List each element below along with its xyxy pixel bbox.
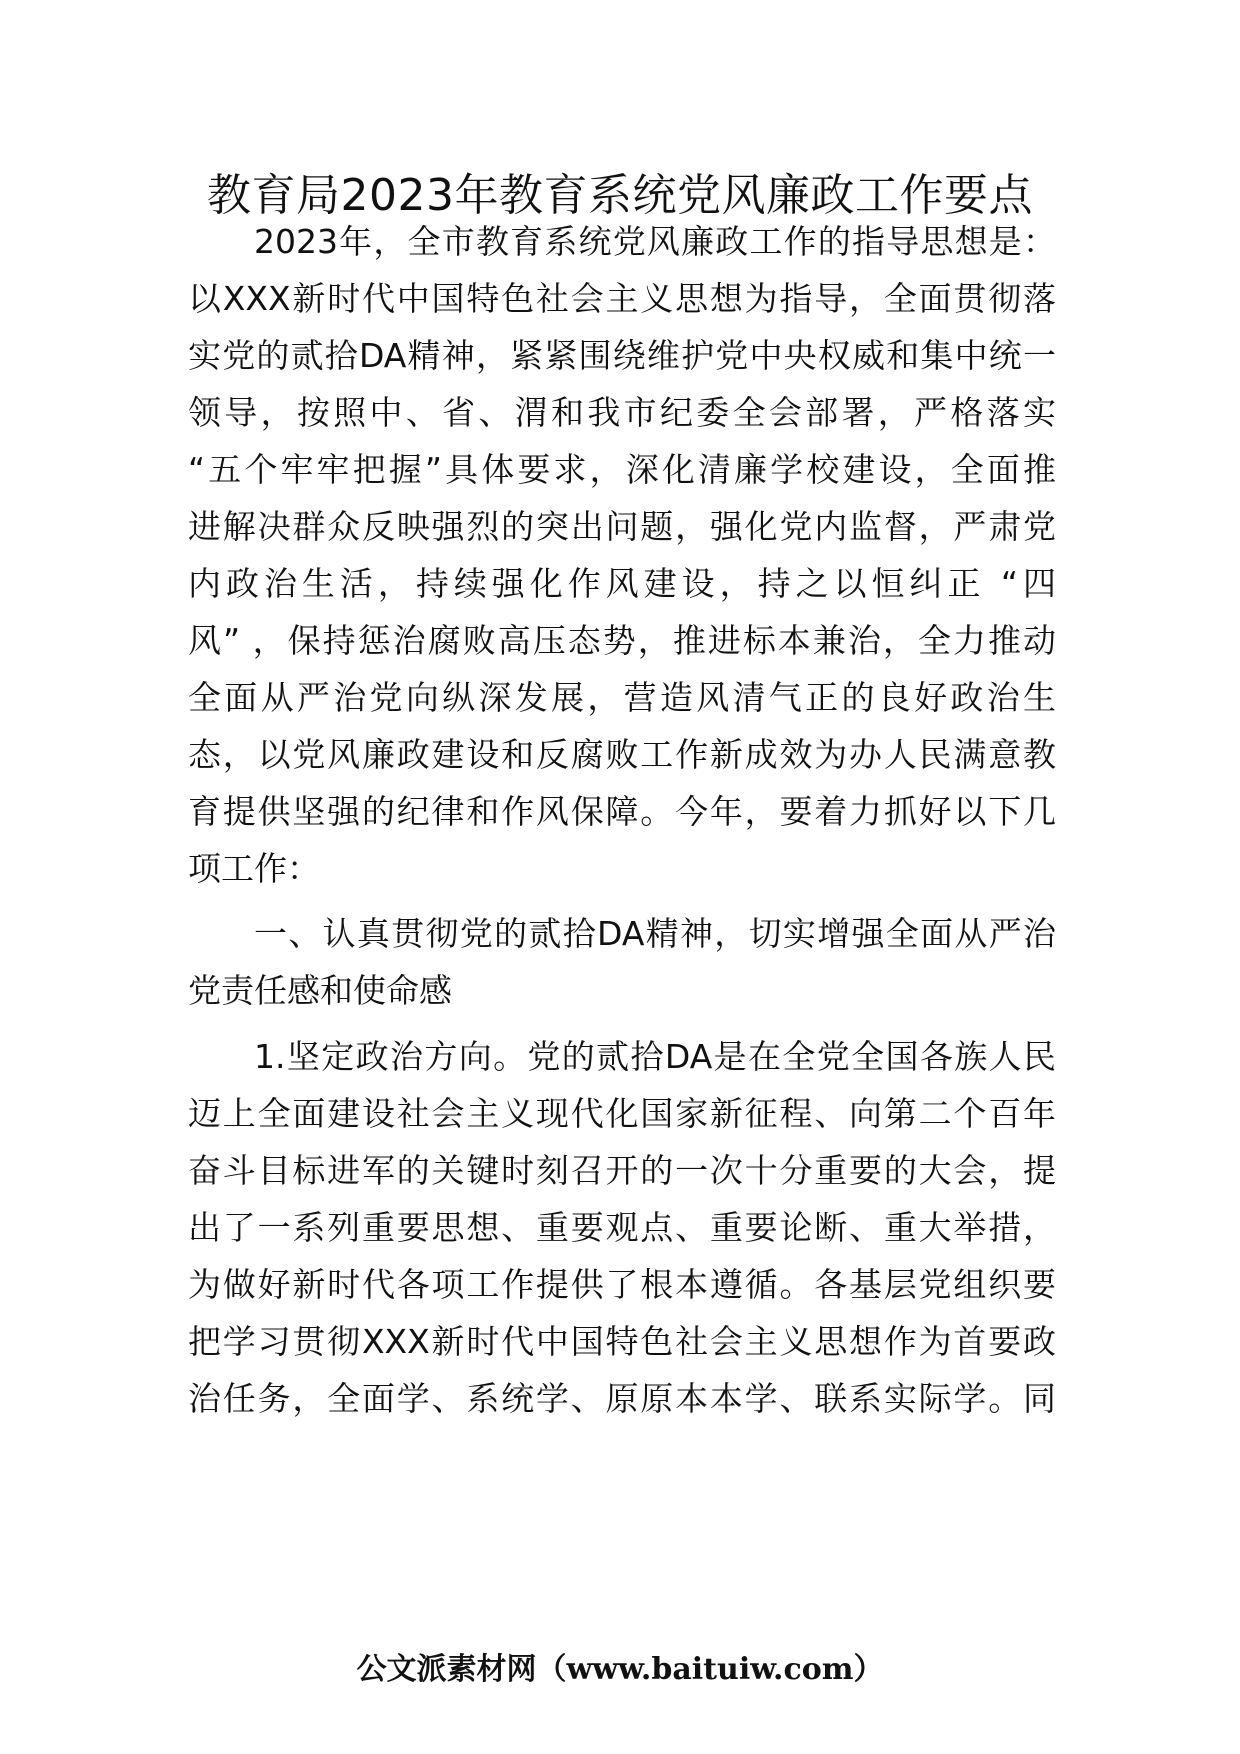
body-line-8: 风” ，保持惩治腐败高压态势，推进标本兼治，全力推动 bbox=[188, 621, 1056, 660]
body-line-11: 育提供坚强的纪律和作风保障。今年，要着力抓好以下几 bbox=[188, 792, 1056, 831]
footer-watermark: 公文派素材网（www.baituiw.com） bbox=[356, 1652, 884, 1687]
body-line-9: 全面从严治党向纵深发展，营造风清气正的良好政治生 bbox=[188, 678, 1056, 717]
body-line-1: 2023年，全市教育系统党风廉政工作的指导思想是： bbox=[254, 222, 1056, 261]
section-heading-line-1: 一、认真贯彻党的贰拾DA精神，切实增强全面从严治 bbox=[254, 914, 1056, 953]
body-line-18: 把学习贯彻XXX新时代中国特色社会主义思想作为首要政 bbox=[188, 1322, 1056, 1361]
body-line-5: “五个牢牢把握”具体要求，深化清廉学校建设，全面推 bbox=[188, 450, 1056, 489]
body-line-4: 领导，按照中、省、渭和我市纪委全会部署，严格落实 bbox=[188, 393, 1056, 432]
body-line-7: 内政治生活，持续强化作风建设，持之以恒纠正 “四 bbox=[188, 564, 1056, 603]
body-line-13: 1.坚定政治方向。党的贰拾DA是在全党全国各族人民 bbox=[254, 1037, 1056, 1076]
body-line-2: 以XXX新时代中国特色社会主义思想为指导，全面贯彻落 bbox=[188, 279, 1056, 318]
body-line-15: 奋斗目标进军的关键时刻召开的一次十分重要的大会，提 bbox=[188, 1151, 1056, 1190]
document-title: 教育局2023年教育系统党风廉政工作要点 bbox=[207, 170, 1033, 221]
body-line-17: 为做好新时代各项工作提供了根本遵循。各基层党组织要 bbox=[188, 1265, 1056, 1304]
body-line-10: 态，以党风廉政建设和反腐败工作新成效为办人民满意教 bbox=[188, 735, 1056, 774]
body-line-16: 出了一系列重要思想、重要观点、重要论断、重大举措， bbox=[188, 1208, 1056, 1247]
body-line-14: 迈上全面建设社会主义现代化国家新征程、向第二个百年 bbox=[188, 1094, 1056, 1133]
body-line-6: 进解决群众反映强烈的突出问题，强化党内监督，严肃党 bbox=[188, 507, 1056, 546]
body-line-3: 实党的贰拾DA精神，紧紧围绕维护党中央权威和集中统一 bbox=[188, 336, 1056, 375]
section-heading-line-2: 党责任感和使命感 bbox=[188, 971, 452, 1010]
body-line-12: 项工作： bbox=[188, 849, 320, 888]
body-line-19: 治任务，全面学、系统学、原原本本学、联系实际学。同 bbox=[188, 1379, 1056, 1418]
